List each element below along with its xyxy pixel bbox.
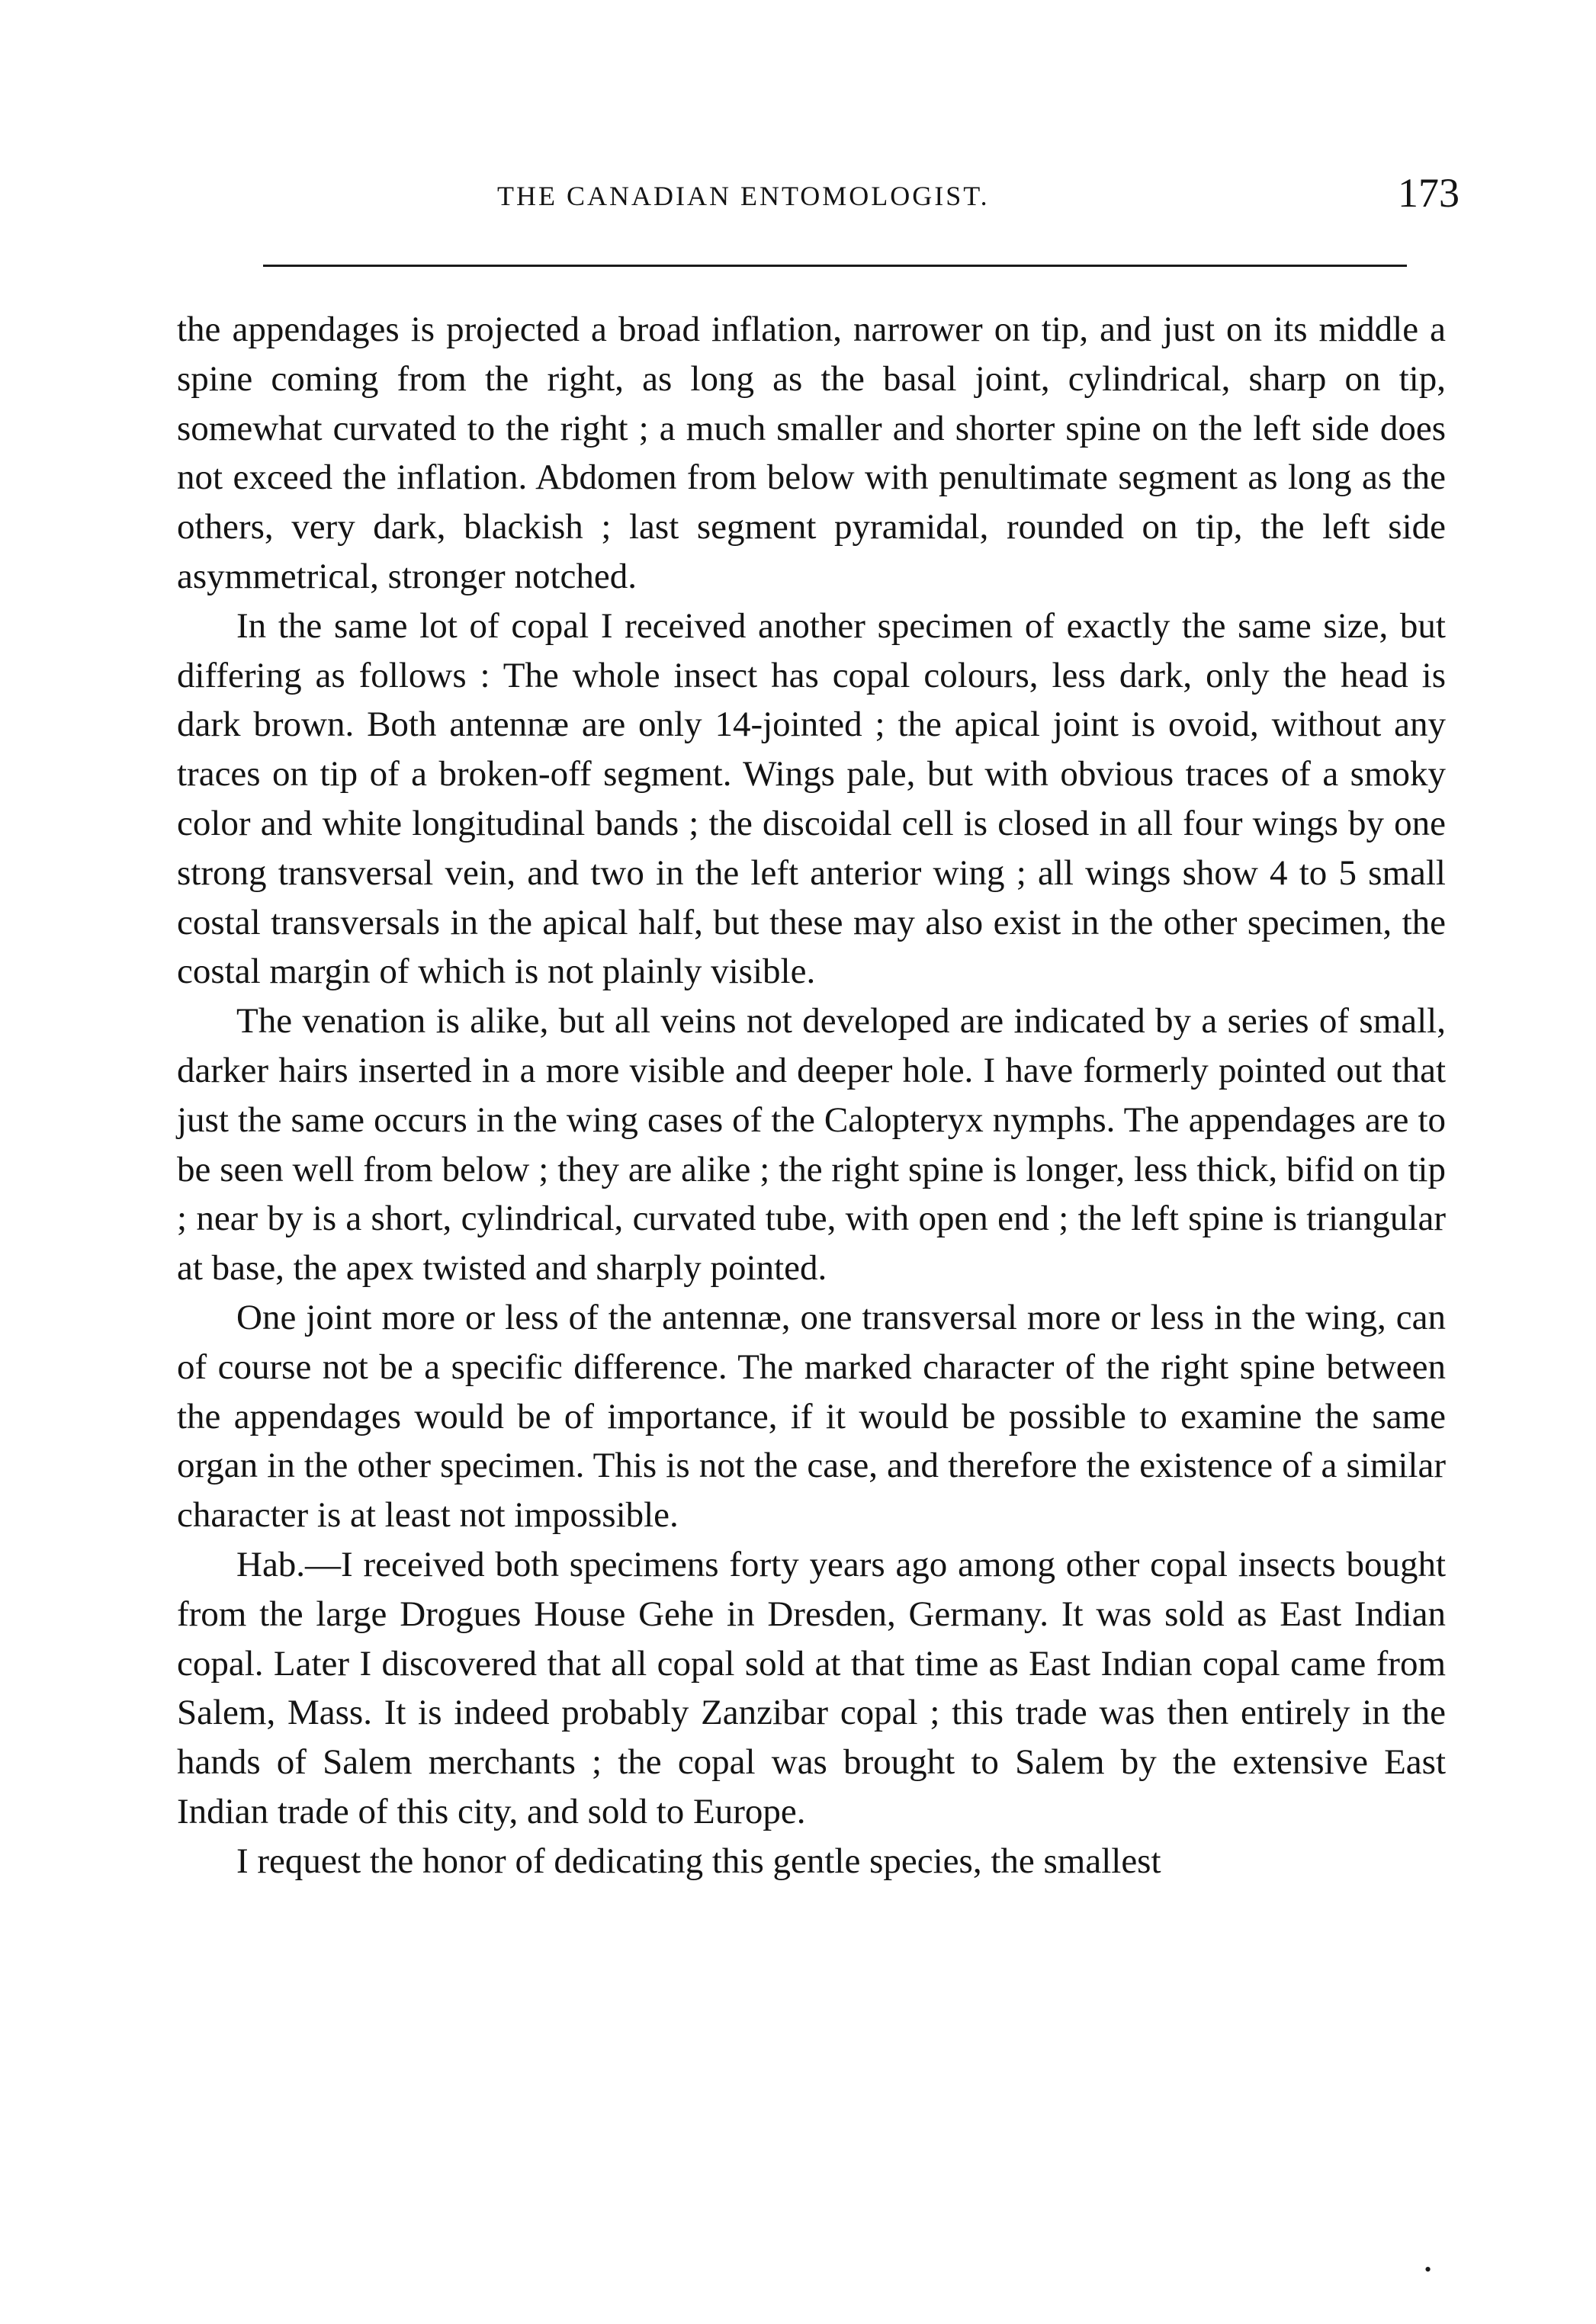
paragraph: One joint more or less of the antennæ, one transversal more or less in the wing, can of course not be a specific difference. The marked character of the right spine between the appendages would be of importance, if it would be possible to examine the same organ in the other specimen. This is not the case, and therefore the existence of a similar character is at least not impossible. <box>177 1297 1446 1536</box>
paragraph: In the same lot of copal I received another specimen of exactly the same size, but differing as follows : The whole insect has copal colours, less dark, only the head is dark brown. Both antennæ are only 14-jointed ; the apical joint is ovoid, without any traces on tip of a broken-off segment. Wings pale, but with obvious traces of a smoky color and white longitudinal bands ; the discoidal cell is closed in all four wings by one strong transversal vein, and two in the left anterior wing ; all wings show 4 to 5 small costal transversals in the apical half, but these may also exist in the other specimen, the costal margin of which is not plainly visible. <box>177 605 1446 992</box>
paragraph-dedication: I request the honor of dedicating this gentle species, the smallest <box>236 1841 1161 1881</box>
running-title: THE CANADIAN ENTOMOLOGIST. <box>497 181 990 211</box>
paragraph: The venation is alike, but all veins not developed are indicated by a series of small, darker hairs inserted in a more visible and deeper hole. I have formerly pointed out that just the same occurs in the wing cases of the Calopteryx nymphs. The appendages are to be seen well from below ; they are alike ; the right spine is longer, less thick, bifid on tip ; near by is a short, cylindrical, curvated tube, with open end ; the left spine is triangular at base, the apex twisted and sharply pointed. <box>177 1001 1446 1289</box>
article-body <box>177 305 1446 1886</box>
paragraph-habitat: Hab.—I received both specimens forty years ago among other copal insects bought from the large Drogues House Gehe in Dresden, Germany. It was sold as East Indian copal. Later I discovered that all copal sold at that time as East Indian copal came from Salem, Mass. It is indeed probably Zanzibar copal ; this trade was then entirely in the hands of Salem merchants ; the copal was brought to Salem by the extensive East Indian trade of this city, and sold to Europe. <box>177 1544 1446 1831</box>
page-number: 173 <box>1398 170 1460 216</box>
page-header <box>177 169 1473 238</box>
header-rule <box>263 265 1407 267</box>
printer-dot-mark: • <box>1424 2258 1432 2281</box>
paragraph-continued: the appendages is projected a broad inflation, narrower on tip, and just on its middle a spine coming from the right, as long as the basal joint, cylindrical, sharp on tip, somewhat curvated to the right ; a much smaller and shorter spine on the left side does not exceed the inflation. Abdomen from below with penultimate segment as long as the others, very dark, blackish ; last segment pyramidal, rounded on tip, the left side asymmetrical, stronger notched. <box>177 310 1446 596</box>
